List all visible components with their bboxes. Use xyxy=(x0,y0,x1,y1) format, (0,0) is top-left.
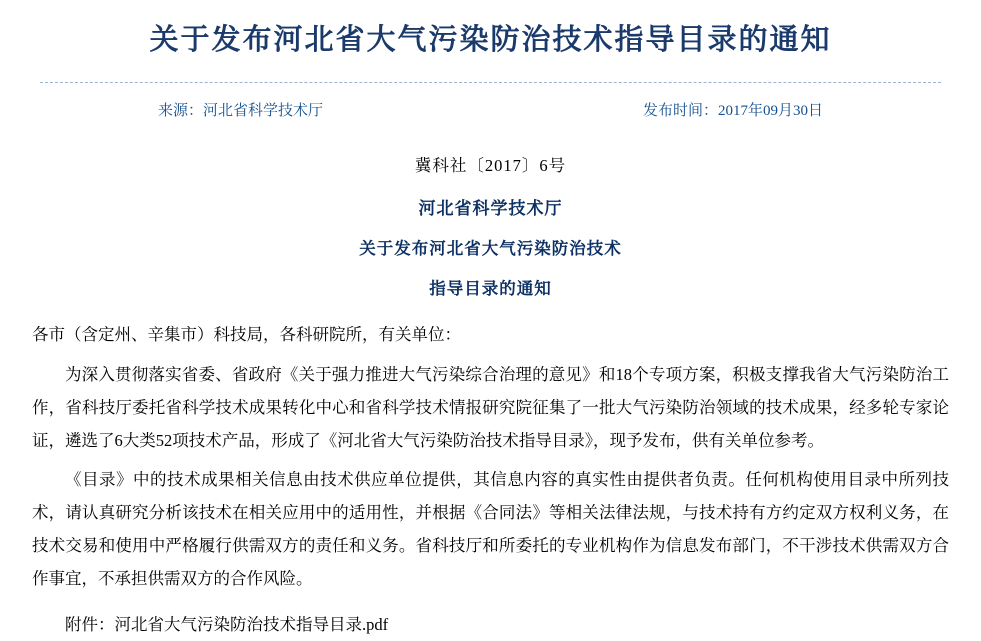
source-label: 来源： xyxy=(157,102,203,119)
publish-date-value: 2017年09月30日 xyxy=(718,102,824,119)
attachment-link[interactable]: 河北省大气污染防治技术指导目录.pdf xyxy=(114,614,389,634)
source-value: 河北省科学技术厅 xyxy=(202,102,323,119)
body-paragraph: 为深入贯彻落实省委、省政府《关于强力推进大气污染综合治理的意见》和18个专项方案，积极支撑我省大气污染防治工作，省科技厅委托省科学技术成果转化中心和省科学技术情报研究院征集了一批大气污染防治领域的技术成果，经多轮专家论证，遴选了6大类52项技术产品，形成了《河北省大气污染防治技术指导目录》，现予发布，供有关单位参考。 xyxy=(32,364,949,450)
meta-row xyxy=(0,83,981,130)
attachment-row xyxy=(32,609,949,641)
title-block xyxy=(0,0,981,76)
issuing-agency: 河北省科学技术厅 xyxy=(418,198,563,218)
body-paragraph: 《目录》中的技术成果相关信息由技术供应单位提供，其信息内容的真实性由提供者负责。任何机构使用目录中所列技术，请认真研究分析该技术在相关应用中的适用性，并根据《合同法》等相关法律法规，与技术持有方约定双方权利义务，在技术交易和使用中严格履行供需双方的责任和义务。省科技厅和所委托的专业机构作为信息发布部门，不干涉技术供需双方合作事宜，不承担供需双方的合作风险。 xyxy=(32,469,949,588)
document-body xyxy=(0,130,981,641)
subject-line-2: 指导目录的通知 xyxy=(429,279,552,299)
document-number: 冀科社〔2017〕6号 xyxy=(414,155,567,175)
salutation: 各市（含定州、辛集市）科技局，各科研院所，有关单位： xyxy=(32,325,461,345)
page-title: 关于发布河北省大气污染防治技术指导目录的通知 xyxy=(149,24,832,56)
publish-date-label: 发布时间： xyxy=(643,102,719,119)
attachment-label: 附件： xyxy=(65,614,115,634)
source-meta xyxy=(158,99,323,120)
subject-line-1: 关于发布河北省大气污染防治技术 xyxy=(359,239,622,258)
publish-date-meta xyxy=(643,99,823,120)
